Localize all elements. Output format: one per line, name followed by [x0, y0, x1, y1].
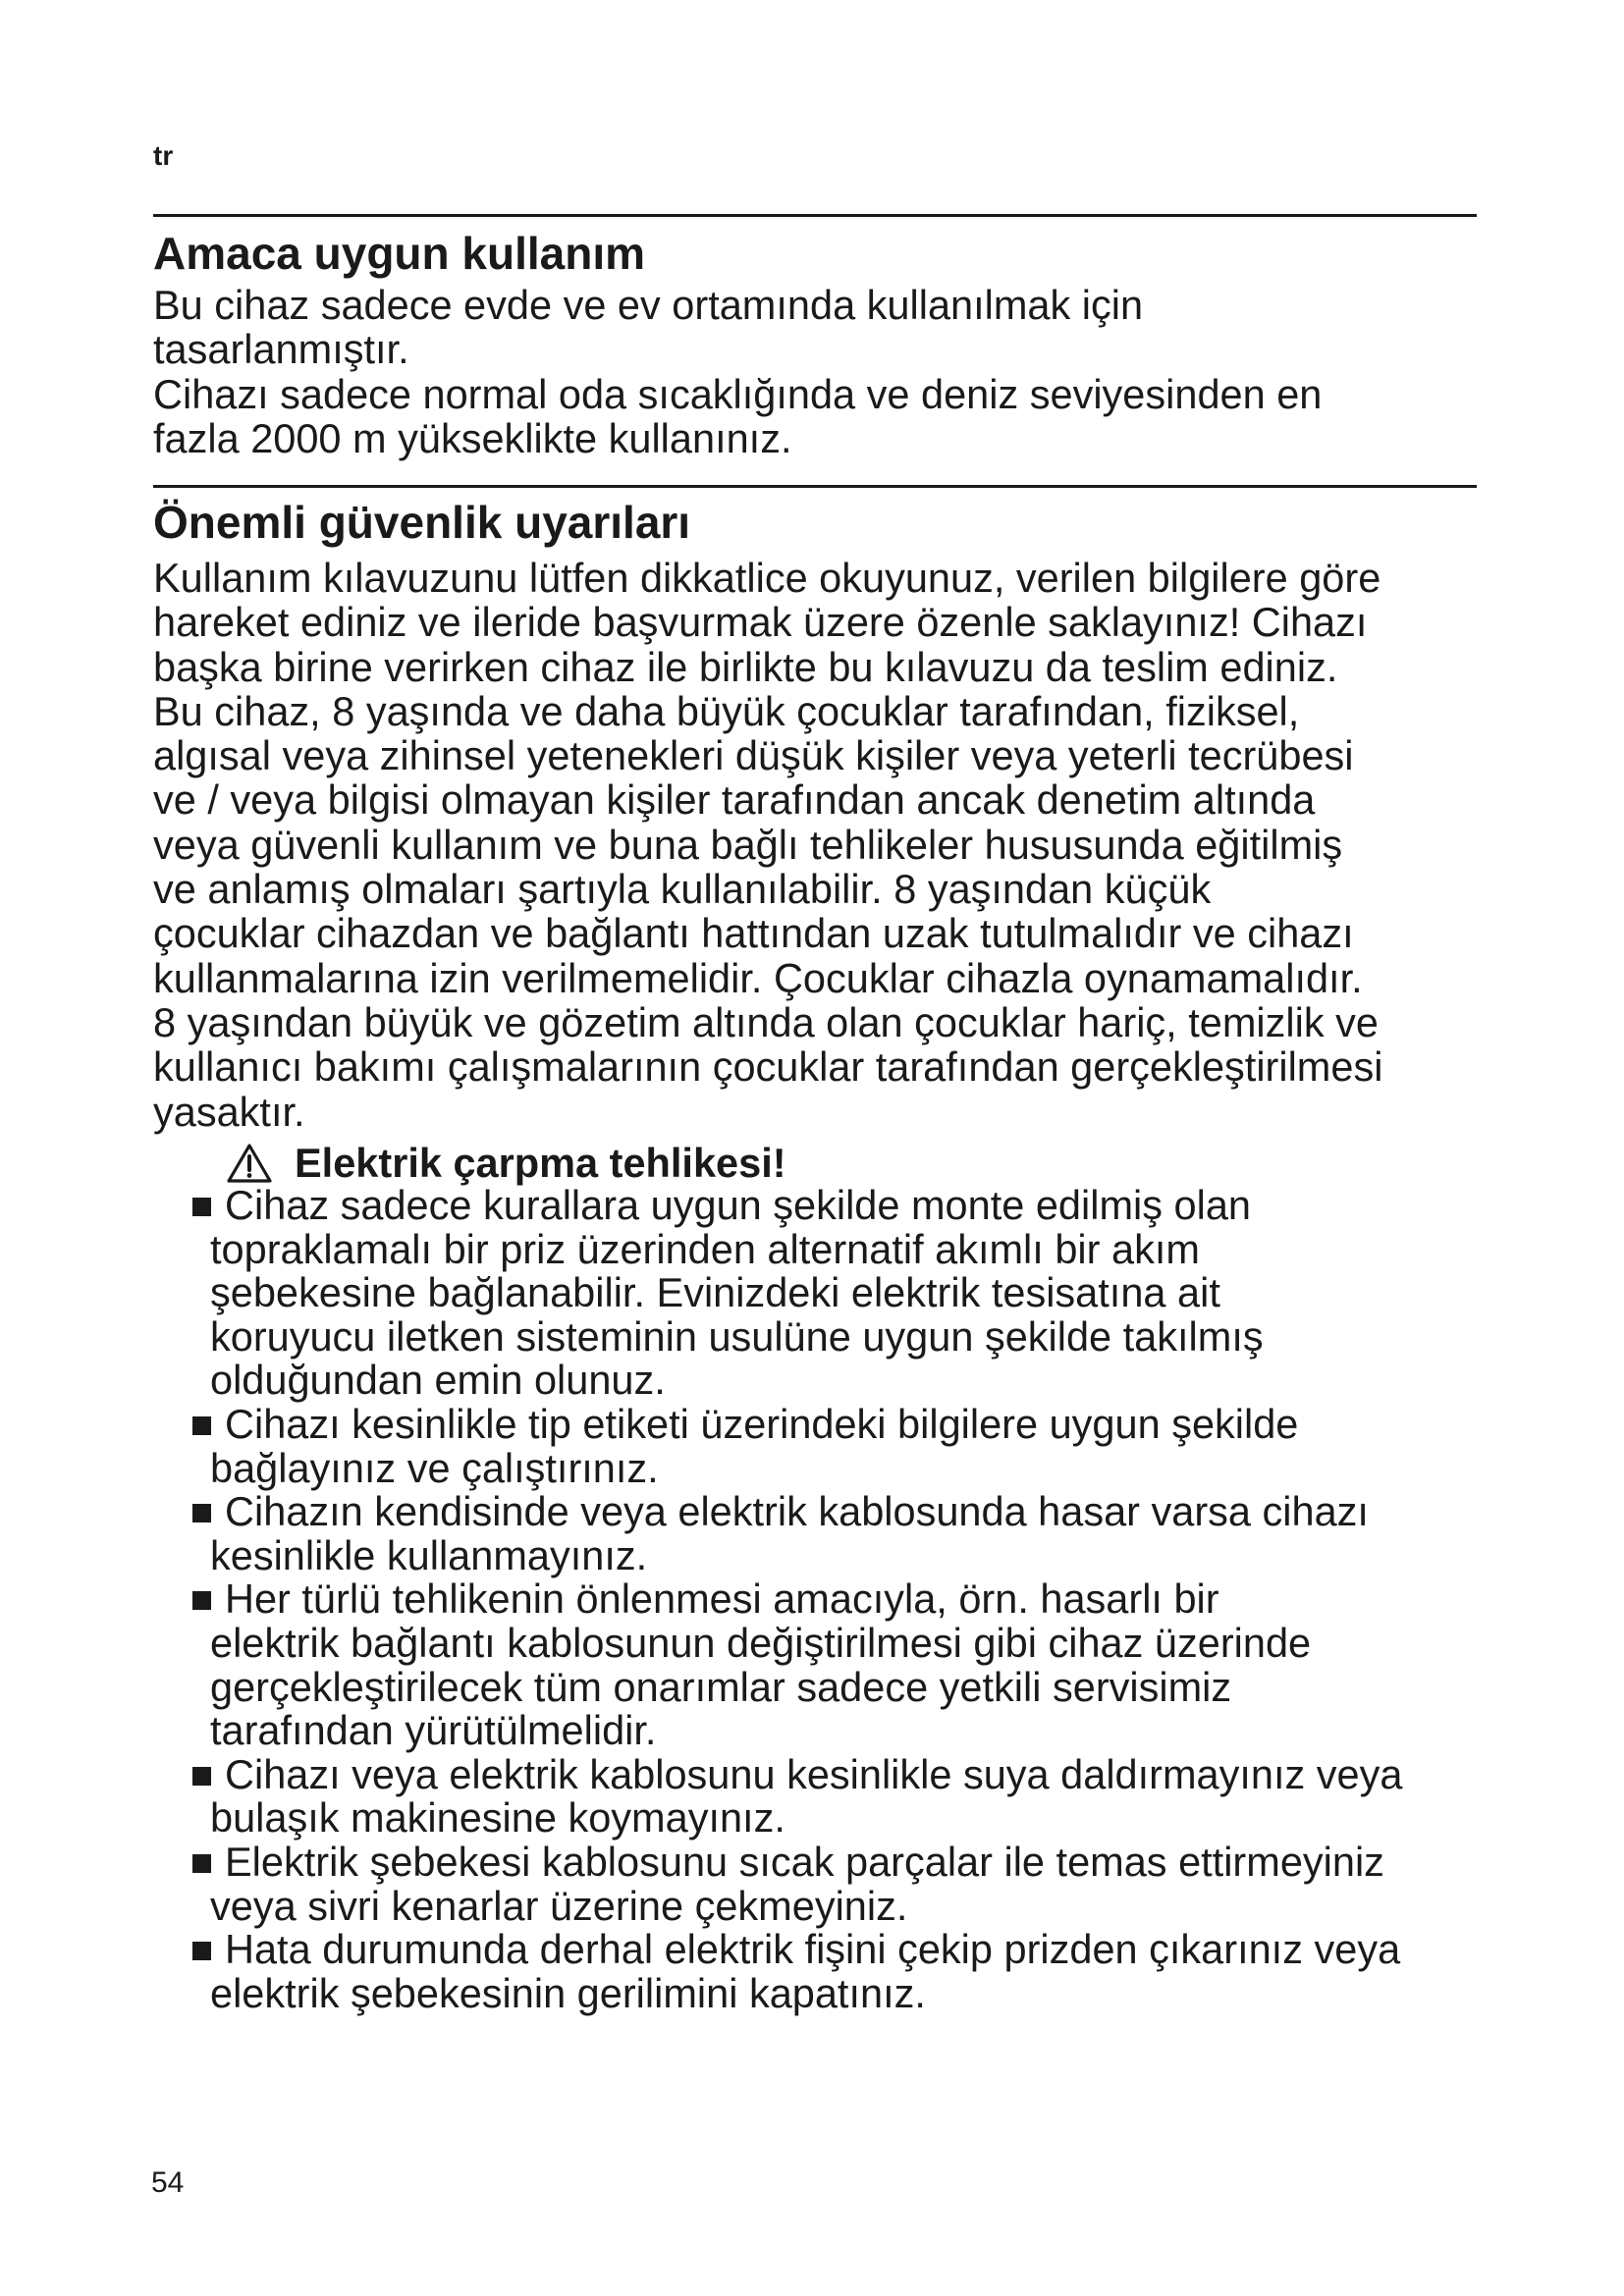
text-line: yasaktır. [153, 1088, 305, 1135]
electric-shock-warning-list [192, 1184, 1528, 2015]
bullet-square-icon [192, 1198, 211, 1216]
text-line: 8 yaşından büyük ve gözetim altında olan çocuklar hariç, temizlik ve [153, 998, 1379, 1045]
text-line: ve / veya bilgisi olmayan kişiler tarafından ancak denetim altında [153, 776, 1316, 824]
intended-use-paragraph [153, 283, 1528, 460]
text-line: tarafından yürütülmelidir. [210, 1707, 657, 1754]
text-line: fazla 2000 m yükseklikte kullanınız. [153, 414, 792, 461]
text-line: Hata durumunda derhal elektrik fişini çekip prizden çıkarınız veya [225, 1926, 1401, 1973]
bullet-line [192, 1750, 1528, 1797]
section-divider [153, 214, 1477, 217]
text-line: elektrik şebekesinin gerilimini kapatınız. [210, 1969, 926, 2016]
text-line: Elektrik şebekesi kablosunu sıcak parçalar ile temas ettirmeyiniz [225, 1838, 1384, 1885]
text-line: Kullanım kılavuzunu lütfen dikkatlice okuyunuz, verilen bilgilere göre [153, 555, 1381, 601]
section-title-intended-use: Amaca uygun kullanım [153, 228, 646, 279]
bullet-square-icon [192, 1942, 211, 1960]
text-line: tasarlanmıştır. [153, 326, 409, 373]
text-line: gerçekleştirilecek tüm onarımlar sadece yetkili servisimiz [210, 1663, 1232, 1710]
text-line: kullanıcı bakımı çalışmalarının çocuklar tarafından gerçekleştirilmesi [153, 1043, 1383, 1091]
text-line: Bu cihaz sadece evde ve ev ortamında kullanılmak için [153, 282, 1144, 328]
list-item [192, 1184, 1528, 1403]
list-item [192, 1400, 1528, 1491]
list-item [192, 1750, 1528, 1842]
text-line: ve anlamış olmaları şartıyla kullanılabilir. 8 yaşından küçük [153, 866, 1212, 913]
bullet-line [192, 1928, 1528, 1972]
electric-shock-warning-heading [226, 1139, 786, 1188]
text-line: olduğundan emin olunuz. [210, 1357, 666, 1404]
text-line: Cihazı kesinlikle tip etiketi üzerindeki bilgilere uygun şekilde [225, 1400, 1299, 1447]
text-line: başka birine verirken cihaz ile birlikte bu kılavuzu da teslim ediniz. [153, 643, 1338, 690]
text-line: veya güvenli kullanım ve buna bağlı tehlikeler hususunda eğitilmiş [153, 821, 1343, 868]
section-title-safety-warnings: Önemli güvenlik uyarıları [153, 497, 691, 548]
section-divider [153, 485, 1477, 488]
text-line: bağlayınız ve çalıştırınız. [210, 1444, 659, 1491]
warning-title: Elektrik çarpma tehlikesi! [295, 1140, 786, 1186]
text-line: Bu cihaz, 8 yaşında ve daha büyük çocuklar tarafından, fiziksel, [153, 687, 1300, 734]
text-line: Cihazı veya elektrik kablosunu kesinlikle suya daldırmayınız veya [225, 1750, 1403, 1797]
text-line: koruyucu iletken sisteminin usulüne uygun şekilde takılmış [210, 1312, 1264, 1360]
text-line: Her türlü tehlikenin önlenmesi amacıyla, örn. hasarlı bir [225, 1575, 1219, 1623]
bullet-square-icon [192, 1591, 211, 1610]
text-line: şebekesine bağlanabilir. Evinizdeki elektrik tesisatına ait [210, 1269, 1220, 1316]
bullet-line [192, 1400, 1528, 1447]
bullet-square-icon [192, 1767, 211, 1786]
text-line: çocuklar cihazdan ve bağlantı hattından uzak tutulmalıdır ve cihazı [153, 910, 1354, 957]
bullet-square-icon [192, 1504, 211, 1522]
list-item [192, 1577, 1528, 1752]
text-line: Cihazın kendisinde veya elektrik kablosunda hasar varsa cihazı [225, 1488, 1369, 1535]
warning-triangle-icon [226, 1143, 273, 1184]
text-line: Cihazı sadece normal oda sıcaklığında ve deniz seviyesinden en [153, 370, 1323, 417]
bullet-line [192, 1184, 1528, 1228]
bullet-line [192, 1577, 1528, 1622]
text-line: Cihaz sadece kurallara uygun şekilde monte edilmiş olan [225, 1182, 1251, 1228]
bullet-square-icon [192, 1416, 211, 1435]
page-number: 54 [151, 2166, 185, 2199]
list-item [192, 1928, 1528, 2015]
bullet-line [192, 1838, 1528, 1885]
safety-paragraph [153, 556, 1528, 1134]
list-item [192, 1838, 1528, 1929]
text-line: veya sivri kenarlar üzerine çekmeyiniz. [210, 1882, 908, 1929]
list-item [192, 1490, 1528, 1577]
text-line: elektrik bağlantı kablosunun değiştirilmesi gibi cihaz üzerinde [210, 1619, 1312, 1666]
text-line: topraklamalı bir priz üzerinden alternatif akımlı bir akım [210, 1225, 1200, 1272]
text-line: hareket ediniz ve ileride başvurmak üzere özenle saklayınız! Cihazı [153, 599, 1368, 646]
text-line: bulaşık makinesine koymayınız. [210, 1794, 785, 1842]
bullet-square-icon [192, 1854, 211, 1873]
text-line: kesinlikle kullanmayınız. [210, 1531, 648, 1578]
text-line: algısal veya zihinsel yetenekleri düşük kişiler veya yeterli tecrübesi [153, 732, 1354, 779]
bullet-line [192, 1490, 1528, 1534]
text-line: kullanmalarına izin verilmemelidir. Çocuklar cihazla oynamamalıdır. [153, 954, 1363, 1001]
language-tag: tr [153, 140, 174, 171]
